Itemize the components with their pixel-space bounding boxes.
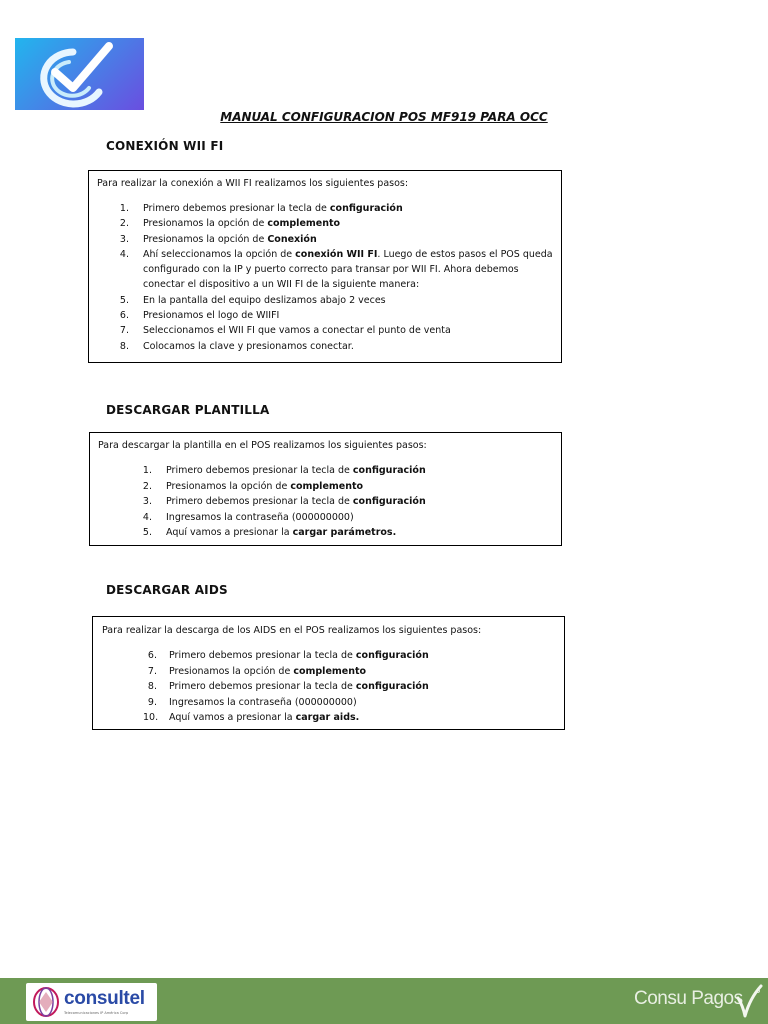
step-text: Presionamos la opción de Conexión [143, 233, 317, 245]
section-heading-descargar-aids: DESCARGAR AIDS [106, 583, 228, 597]
step-text: Presionamos la opción de complemento [166, 480, 364, 492]
list-item [117, 323, 557, 338]
step-text: En la pantalla del equipo deslizamos abajo 2 veces [143, 294, 386, 306]
list-item [143, 648, 553, 664]
step-text: Presionamos la opción de complemento [143, 218, 341, 230]
company-logo [15, 38, 144, 110]
consultel-logo [26, 983, 157, 1021]
list-item [117, 339, 557, 354]
step-number: 2. [119, 218, 129, 230]
step-number: 1. [119, 203, 129, 214]
step-text: Primero debemos presionar la tecla de configuración [169, 681, 429, 692]
consupagos-brand-text: Consu Pagos [634, 988, 743, 1009]
document-title: MANUAL CONFIGURACION POS MF919 PARA OCC [220, 110, 548, 124]
steps-list [143, 648, 553, 726]
step-text: Primero debemos presionar la tecla de configuración [143, 203, 403, 214]
consultel-emblem-icon [31, 986, 61, 1018]
steps-list [140, 463, 550, 541]
list-item [143, 695, 553, 711]
steps-box-descargar-aids [92, 616, 565, 730]
steps-intro: Para realizar la descarga de los AIDS en el POS realizamos los siguientes pasos: [102, 625, 482, 636]
step-text: Seleccionamos el WII FI que vamos a conectar el punto de venta [143, 325, 451, 337]
consultel-tagline: Telecomunicaciones IP América Corp [64, 1011, 129, 1015]
steps-intro: Para realizar la conexión a WII FI realizamos los siguientes pasos: [97, 178, 409, 189]
step-text: Aquí vamos a presionar la cargar parámetros. [166, 527, 397, 538]
list-item [140, 494, 550, 510]
step-number: 7. [147, 665, 157, 677]
step-number: 7. [119, 325, 129, 337]
steps-box-descargar-plantilla [89, 432, 562, 546]
step-number: 5. [142, 527, 152, 538]
step-number: 8. [119, 340, 129, 352]
list-item [140, 479, 550, 495]
step-number: 5. [119, 294, 129, 306]
consultel-brand-text: consultel [64, 988, 145, 1009]
steps-intro: Para descargar la plantilla en el POS realizamos los siguientes pasos: [98, 440, 427, 451]
step-number: 3. [119, 233, 129, 245]
step-text: Primero debemos presionar la tecla de configuración [166, 496, 426, 507]
step-text: Ingresamos la contraseña (000000000) [169, 696, 357, 708]
consupagos-logo [632, 984, 764, 1020]
checkmark-icon [735, 984, 763, 1020]
step-number: 10. [143, 712, 159, 723]
step-text: Presionamos la opción de complemento [169, 665, 367, 677]
step-number: 4. [119, 248, 129, 260]
step-number: 9. [147, 696, 157, 708]
step-number: 3. [142, 496, 152, 507]
step-text: Aquí vamos a presionar la cargar aids. [169, 712, 360, 723]
checkmark-logo-icon [15, 38, 144, 110]
list-item [140, 463, 550, 479]
step-number: 2. [142, 480, 152, 492]
step-number: 6. [119, 310, 129, 322]
list-item [140, 525, 550, 541]
list-item [143, 710, 553, 726]
list-item [117, 232, 557, 247]
step-text: Ahí seleccionamos la opción de conexión WII FI. Luego de estos pasos el POS queda configurado con la IP y puerto correcto para transar por WII FI. Ahora debemos conectar el dispositivo a un WII FI de la siguiente manera: [143, 248, 553, 291]
step-number: 4. [142, 511, 152, 523]
section-heading-conexion-wifi: CONEXIÓN WII FI [106, 139, 224, 153]
step-text: Colocamos la clave y presionamos conectar. [143, 340, 354, 352]
step-text: Ingresamos la contraseña (000000000) [166, 511, 354, 523]
step-text: Presionamos el logo de WIIFI [143, 310, 280, 322]
list-item [140, 510, 550, 526]
steps-list [117, 201, 557, 354]
step-text: Primero debemos presionar la tecla de configuración [166, 465, 426, 476]
list-item [143, 679, 553, 695]
step-number: 1. [142, 465, 152, 476]
section-heading-descargar-plantilla: DESCARGAR PLANTILLA [106, 403, 270, 417]
footer-bar [0, 978, 768, 1024]
list-item [117, 247, 557, 293]
list-item [117, 308, 557, 323]
list-item [117, 201, 557, 216]
list-item [143, 664, 553, 680]
step-number: 6. [147, 650, 157, 661]
step-text: Primero debemos presionar la tecla de configuración [169, 650, 429, 661]
steps-box-conexion-wifi [88, 170, 562, 363]
list-item [117, 293, 557, 308]
list-item [117, 216, 557, 231]
step-number: 8. [147, 681, 157, 692]
